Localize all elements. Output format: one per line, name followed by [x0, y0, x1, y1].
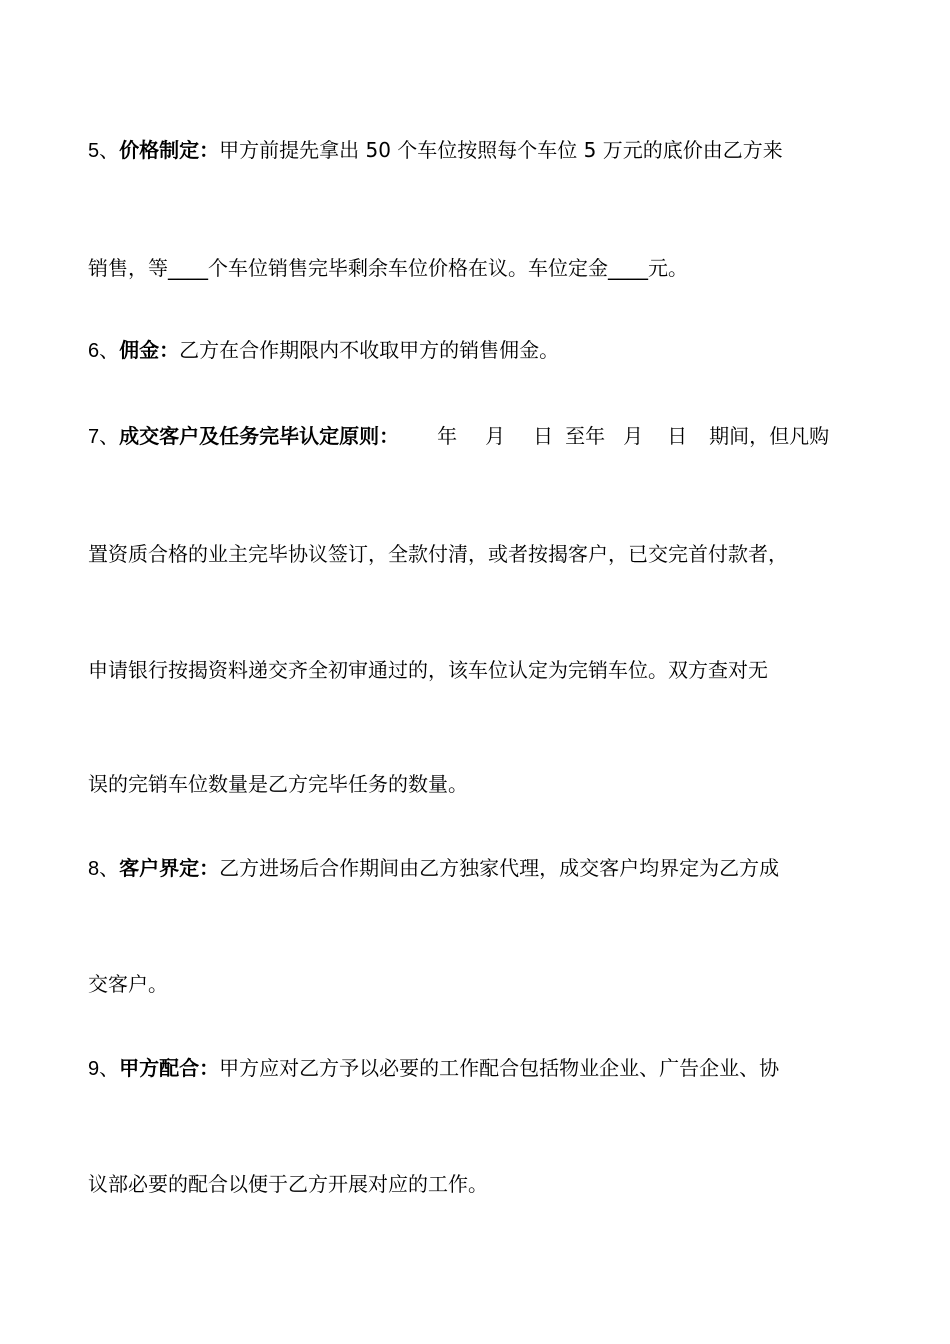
item-text: 议部必要的配合以便于乙方开展对应的工作。: [88, 1172, 488, 1196]
item-text: 乙方进场后合作期间由乙方独家代理，成交客户均界定为乙方成: [219, 856, 780, 880]
item-7-line-4: [88, 770, 468, 798]
item-7-line-3: [88, 656, 768, 684]
item-text: 甲方前提先拿出 50 个车位按照每个车位 5 万元的底价由乙方来: [219, 138, 783, 162]
date-month: 月: [485, 424, 506, 448]
item-6-line-1: [88, 336, 559, 365]
item-number: 9: [88, 1058, 100, 1080]
item-text: 误的完销车位数量是乙方完毕任务的数量。: [88, 772, 468, 796]
date-to-year: 至年: [565, 424, 606, 448]
item-number: 7: [88, 426, 100, 448]
item-text: 乙方在合作期限内不收取甲方的销售佣金。: [179, 338, 560, 362]
item-separator: 、: [99, 138, 120, 162]
date-to-month: 月: [623, 424, 644, 448]
item-separator: 、: [99, 1056, 120, 1080]
item-7-line-1: [88, 422, 829, 451]
item-separator: 、: [99, 424, 120, 448]
date-day: 日: [533, 424, 554, 448]
item-7-line-2: [88, 540, 788, 568]
item-separator: 、: [99, 338, 120, 362]
item-heading: 价格制定：: [119, 138, 220, 162]
item-number: 6: [88, 340, 100, 362]
item-text: 甲方应对乙方予以必要的工作配合包括物业企业、广告企业、协: [219, 1056, 780, 1080]
item-9-line-2: [88, 1170, 488, 1198]
date-period-text: 期间，但凡购: [709, 424, 830, 448]
item-number: 5: [88, 140, 100, 162]
date-to-day: 日: [667, 424, 688, 448]
item-heading: 客户界定：: [119, 856, 220, 880]
item-text: 置资质合格的业主完毕协议签订，全款付清，或者按揭客户，已交完首付款者，: [88, 542, 788, 566]
item-5-line-2: [88, 254, 688, 282]
item-heading: 甲方配合：: [119, 1056, 220, 1080]
item-text: 交客户。: [88, 972, 168, 996]
item-separator: 、: [99, 856, 120, 880]
item-heading: 佣金：: [119, 338, 180, 362]
item-5-line-1: [88, 136, 783, 165]
item-heading: 成交客户及任务完毕认定原则：: [119, 424, 400, 448]
item-number: 8: [88, 858, 100, 880]
item-8-line-2: [88, 970, 168, 998]
item-9-line-1: [88, 1054, 779, 1083]
item-8-line-1: [88, 854, 779, 883]
item-text: 销售，等____个车位销售完毕剩余车位价格在议。车位定金____元。: [88, 256, 688, 280]
date-year: 年: [437, 424, 458, 448]
item-text: 申请银行按揭资料递交齐全初审通过的，该车位认定为完销车位。双方查对无: [88, 658, 768, 682]
